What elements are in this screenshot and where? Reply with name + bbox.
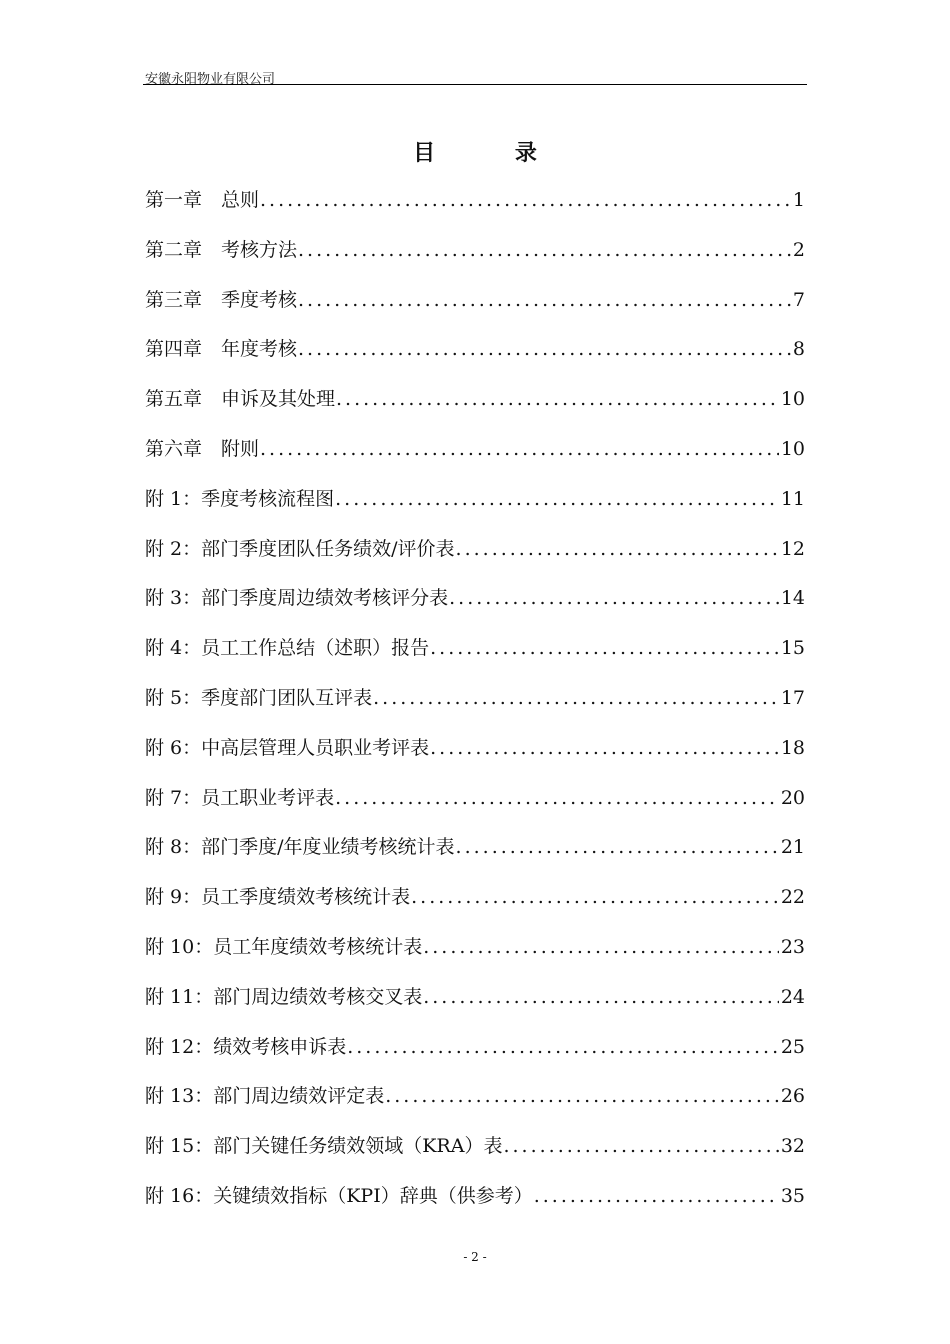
toc-dot-leader — [335, 787, 779, 809]
toc-entry-label: 附 15：部门关键任务绩效领域（KRA）表 — [145, 1135, 503, 1158]
toc-entry-page: 14 — [780, 587, 805, 610]
toc-dot-leader — [373, 687, 779, 709]
toc-entry-page: 1 — [792, 189, 805, 211]
toc-entry[interactable] — [145, 832, 805, 882]
toc-entry[interactable] — [145, 185, 805, 235]
toc-entry-label: 附 6：中高层管理人员职业考评表 — [145, 736, 430, 759]
table-of-contents — [145, 185, 805, 1231]
toc-entry-page: 11 — [780, 487, 805, 510]
toc-entry-page: 20 — [780, 786, 805, 809]
toc-entry[interactable] — [145, 334, 805, 384]
toc-dot-leader — [449, 587, 779, 609]
toc-entry-page: 35 — [780, 1184, 805, 1207]
toc-entry[interactable] — [145, 683, 805, 733]
toc-entry-page: 10 — [780, 437, 805, 460]
toc-dot-leader — [298, 338, 791, 360]
toc-entry[interactable] — [145, 1081, 805, 1131]
toc-entry-page: 7 — [792, 288, 805, 311]
toc-entry-label: 第四章 年度考核 — [145, 338, 298, 361]
toc-dot-leader — [534, 1185, 779, 1207]
toc-entry-label: 第六章 附则 — [145, 437, 260, 460]
toc-entry[interactable] — [145, 982, 805, 1032]
toc-entry-label: 附 4：员工工作总结（述职）报告 — [145, 637, 430, 660]
toc-entry-page: 26 — [780, 1085, 805, 1108]
toc-dot-leader — [456, 538, 779, 560]
toc-entry-label: 附 9：员工季度绩效考核统计表 — [145, 886, 411, 909]
toc-dot-leader — [260, 189, 791, 211]
toc-dot-leader — [430, 737, 779, 759]
toc-dot-leader — [430, 637, 779, 659]
toc-entry[interactable] — [145, 484, 805, 534]
toc-entry[interactable] — [145, 434, 805, 484]
toc-entry-page: 23 — [780, 935, 805, 958]
toc-entry[interactable] — [145, 534, 805, 584]
toc-dot-leader — [456, 836, 779, 858]
toc-dot-leader — [335, 488, 779, 510]
toc-entry[interactable] — [145, 733, 805, 783]
page-number: - 2 - — [463, 1250, 487, 1264]
toc-dot-leader — [298, 239, 791, 261]
running-header-company: 安徽永阳物业有限公司 — [145, 72, 276, 87]
toc-entry[interactable] — [145, 583, 805, 633]
header-divider — [143, 84, 807, 85]
toc-entry-page: 22 — [780, 886, 805, 909]
toc-entry-page: 15 — [780, 637, 805, 660]
toc-entry-label: 第三章 季度考核 — [145, 288, 298, 311]
toc-entry-label: 第二章 考核方法 — [145, 238, 298, 261]
toc-entry-label: 附 10：员工年度绩效考核统计表 — [145, 935, 423, 958]
toc-entry[interactable] — [145, 1181, 805, 1231]
toc-entry-label: 附 2：部门季度团队任务绩效/评价表 — [145, 537, 455, 560]
toc-entry[interactable] — [145, 932, 805, 982]
toc-dot-leader — [423, 986, 779, 1008]
toc-entry-page: 18 — [780, 736, 805, 759]
toc-entry[interactable] — [145, 285, 805, 335]
toc-entry-label: 第一章 总则 — [145, 189, 260, 211]
toc-dot-leader — [385, 1085, 779, 1107]
toc-entry-page: 12 — [780, 537, 805, 560]
toc-dot-leader — [336, 388, 779, 410]
toc-entry-page: 32 — [780, 1135, 805, 1158]
toc-entry-label: 第五章 申诉及其处理 — [145, 388, 336, 411]
toc-dot-leader — [298, 289, 791, 311]
toc-entry-page: 25 — [780, 1035, 805, 1058]
toc-entry-label: 附 1：季度考核流程图 — [145, 487, 335, 510]
toc-entry-label: 附 8：部门季度/年度业绩考核统计表 — [145, 836, 455, 859]
toc-entry-page: 24 — [780, 985, 805, 1008]
toc-entry-label: 附 12：绩效考核申诉表 — [145, 1035, 347, 1058]
toc-dot-leader — [411, 886, 779, 908]
toc-entry[interactable] — [145, 783, 805, 833]
toc-dot-leader — [503, 1135, 778, 1157]
toc-entry-page: 2 — [792, 238, 805, 261]
toc-entry-page: 17 — [780, 686, 805, 709]
toc-entry-label: 附 5：季度部门团队互评表 — [145, 686, 373, 709]
toc-entry[interactable] — [145, 633, 805, 683]
toc-dot-leader — [423, 936, 779, 958]
toc-entry[interactable] — [145, 235, 805, 285]
toc-entry-page: 21 — [780, 836, 805, 859]
toc-dot-leader — [260, 438, 779, 460]
toc-entry-label: 附 7：员工职业考评表 — [145, 786, 335, 809]
toc-entry[interactable] — [145, 882, 805, 932]
toc-entry-label: 附 16：关键绩效指标（KPI）辞典（供参考） — [145, 1184, 533, 1207]
toc-title: 目 录 — [413, 140, 573, 166]
toc-entry-page: 10 — [780, 388, 805, 411]
toc-entry[interactable] — [145, 384, 805, 434]
toc-entry-label: 附 13：部门周边绩效评定表 — [145, 1085, 385, 1108]
toc-entry-page: 8 — [792, 338, 805, 361]
toc-entry[interactable] — [145, 1032, 805, 1082]
toc-entry-label: 附 3：部门季度周边绩效考核评分表 — [145, 587, 449, 610]
toc-dot-leader — [347, 1036, 779, 1058]
toc-entry[interactable] — [145, 1131, 805, 1181]
toc-entry-label: 附 11：部门周边绩效考核交叉表 — [145, 985, 423, 1008]
